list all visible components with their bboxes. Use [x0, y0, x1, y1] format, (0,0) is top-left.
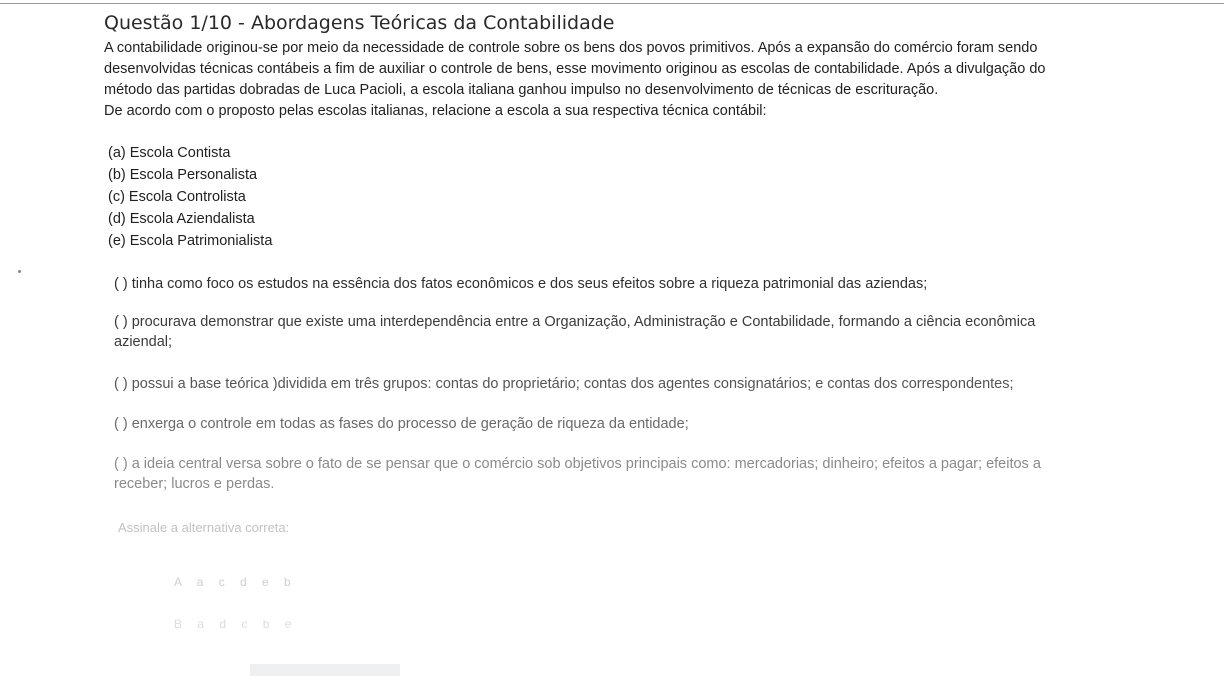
statement-4: [114, 414, 1164, 434]
statement-line: receber; lucros e perdas.: [114, 476, 275, 492]
answer-sequence: a c d e b: [196, 575, 297, 589]
school-item-e: (e) Escola Patrimonialista: [108, 233, 273, 249]
statement-2: [114, 312, 1164, 352]
statement-line: ( ) possui a base teórica )dividida em três grupos: contas do proprietário; contas dos agentes consignatários; e contas dos correspondentes;: [114, 376, 1014, 392]
answer-sequence: a d c b e: [197, 617, 298, 631]
scan-dot: [18, 270, 21, 273]
school-list: [108, 142, 1164, 252]
statement-line: ( ) enxerga o controle em todas as fases do processo de geração de riqueza da entidade;: [114, 416, 689, 432]
school-item-d: (d) Escola Aziendalista: [108, 211, 255, 227]
paragraph-line: método das partidas dobradas de Luca Pacioli, a escola italiana ganhou impulso no desenvolvimento de técnicas de escrituração.: [104, 82, 939, 98]
statement-5: [114, 454, 1164, 494]
answer-letter: A: [174, 575, 188, 589]
answer-option-b[interactable]: [174, 617, 1164, 631]
statement-line: ( ) procurava demonstrar que existe uma interdependência entre a Organização, Administração e Contabilidade, formando a ciência econômica: [114, 314, 1036, 330]
top-border-line: [0, 3, 1224, 4]
school-item-b: (b) Escola Personalista: [108, 167, 258, 183]
statement-line: ( ) tinha como foco os estudos na essência dos fatos econômicos e dos seus efeitos sobre a riqueza patrimonial das aziendas;: [114, 276, 928, 292]
statement-line: ( ) a ideia central versa sobre o fato de se pensar que o comércio sob objetivos principais como: mercadorias; dinheiro; efeitos a pagar; efeitos a: [114, 456, 1041, 472]
answer-letter: B: [174, 617, 189, 631]
paragraph-line: desenvolvidas técnicas contábeis a fim de auxiliar o controle de bens, esse movimento originou as escolas de contabilidade. Após a divulgação do: [104, 61, 1046, 77]
answer-option-a[interactable]: [174, 575, 1164, 589]
question-paragraph: [104, 38, 1164, 122]
statement-1: [114, 274, 1164, 294]
instruction-text: Assinale a alternativa correta:: [118, 520, 290, 535]
paragraph-line: A contabilidade originou-se por meio da necessidade de controle sobre os bens dos povos primitivos. Após a expansão do comércio foram sendo: [104, 40, 1038, 56]
question-title: Questão 1/10 - Abordagens Teóricas da Contabilidade: [104, 12, 615, 34]
school-item-a: (a) Escola Contista: [108, 145, 231, 161]
school-item-c: (c) Escola Controlista: [108, 189, 246, 205]
statement-3: [114, 374, 1164, 394]
paragraph-line: De acordo com o proposto pelas escolas italianas, relacione a escola a sua respectiva técnica contábil:: [104, 103, 767, 119]
statement-line: aziendal;: [114, 334, 173, 350]
faded-bar: [250, 664, 400, 676]
question-page: [104, 12, 1164, 631]
